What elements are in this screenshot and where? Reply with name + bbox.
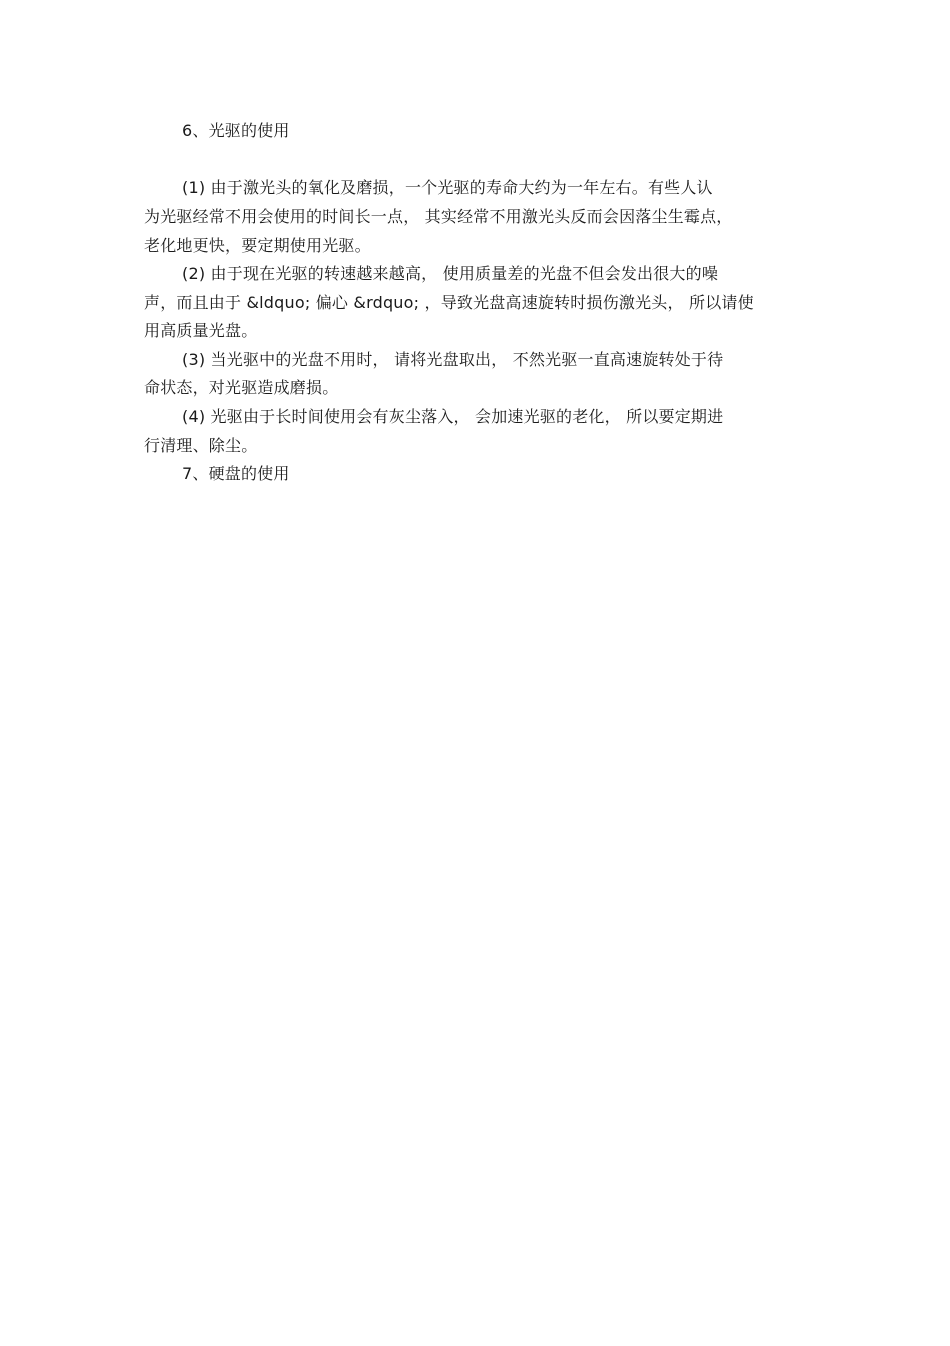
paragraph-2-line-1: (2) 由于现在光驱的转速越来越高， 使用质量差的光盘不但会发出很大的噪	[182, 264, 719, 283]
paragraph-3-line-1: (3) 当光驱中的光盘不用时， 请将光盘取出， 不然光驱一直高速旋转处于待	[182, 350, 724, 369]
paragraph-3-line-2: 命状态，对光驱造成磨损。	[144, 378, 339, 397]
paragraph-4-line-2: 行清理、除尘。	[144, 436, 258, 455]
paragraph-2-line-2: 声，而且由于 &ldquo; 偏心 &rdquo; ，导致光盘高速旋转时损伤激光头， 所以请使	[144, 293, 754, 312]
paragraph-2-line-3: 用高质量光盘。	[144, 321, 258, 340]
section-heading-6: 6、光驱的使用	[182, 121, 290, 140]
paragraph-4-line-1: (4) 光驱由于长时间使用会有灰尘落入， 会加速光驱的老化， 所以要定期进	[182, 407, 724, 426]
section-heading-7: 7、硬盘的使用	[182, 464, 290, 483]
paragraph-1-line-2: 为光驱经常不用会使用的时间长一点， 其实经常不用激光头反而会因落尘生霉点，	[144, 207, 733, 226]
paragraph-1-line-3: 老化地更快，要定期使用光驱。	[144, 236, 371, 255]
paragraph-1-line-1: (1) 由于激光头的氧化及磨损，一个光驱的寿命大约为一年左右。有些人认	[182, 178, 713, 197]
